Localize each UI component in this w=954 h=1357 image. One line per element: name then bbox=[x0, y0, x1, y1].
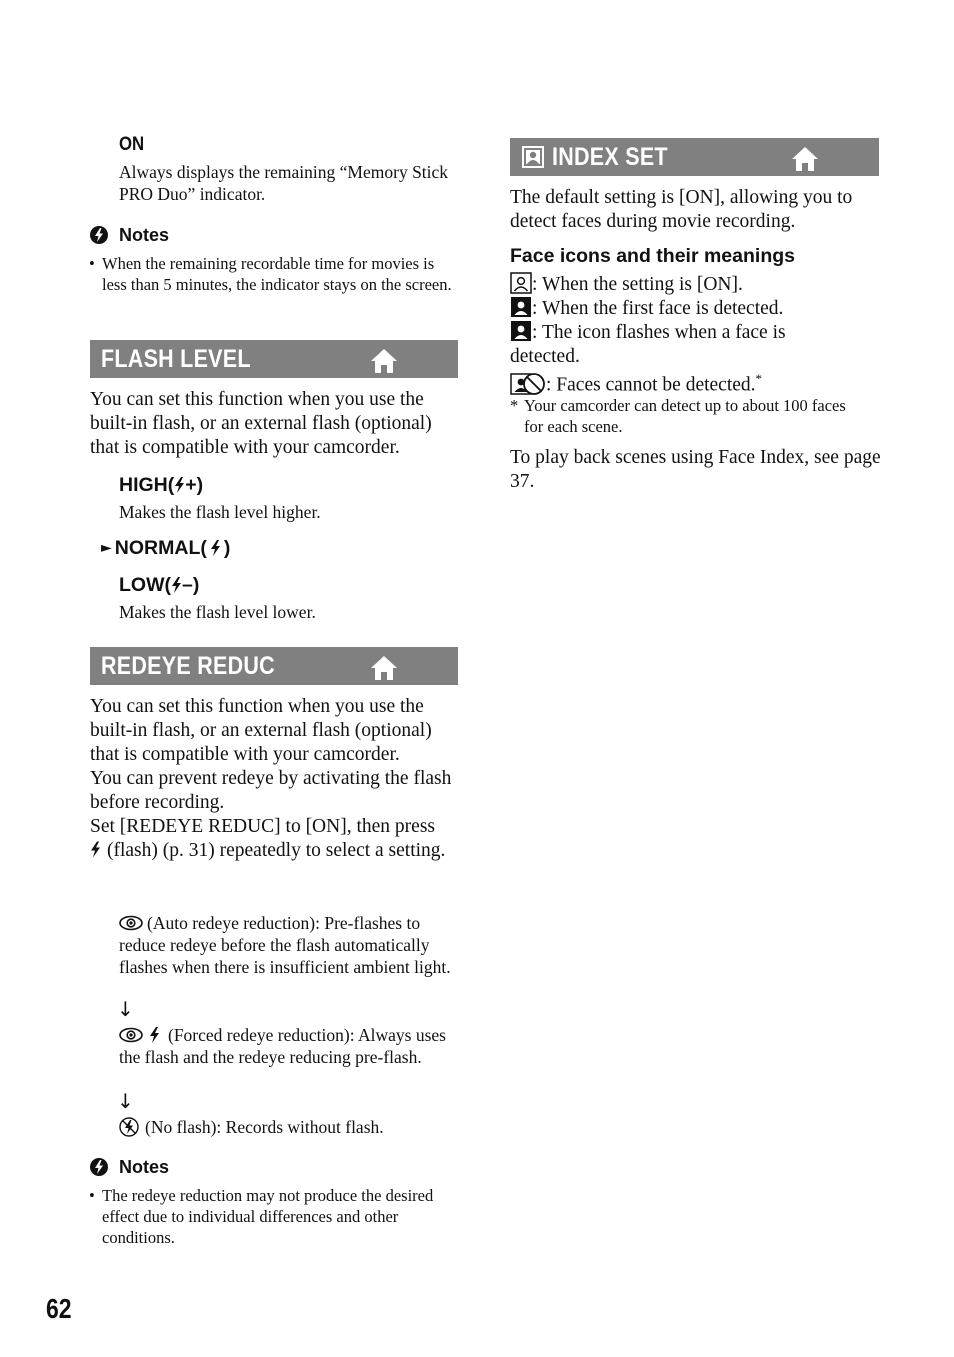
redeye-paragraph-3a: Set [REDEYE REDUC] to [ON], then press bbox=[90, 816, 435, 837]
face-outline-icon bbox=[510, 272, 532, 294]
index-set-title: INDEX SET bbox=[552, 143, 668, 171]
option-low bbox=[119, 573, 199, 597]
notes-heading bbox=[89, 224, 169, 246]
page-number: 62 bbox=[46, 1293, 72, 1324]
no-flash-item bbox=[119, 1116, 459, 1138]
redeye-reduc-title: REDEYE REDUC bbox=[101, 652, 275, 680]
notes-bullet-item bbox=[89, 253, 457, 295]
auto-redeye-text: (Auto redeye reduction): Pre-flashes to reduce redeye before the flash automatically flashes when there is insufficient ambient light. bbox=[119, 913, 451, 977]
flash-icon bbox=[149, 1027, 160, 1043]
footnote-marker: * bbox=[755, 371, 763, 386]
bullet: • bbox=[89, 254, 95, 273]
face-index-icon bbox=[522, 146, 544, 168]
notes-heading bbox=[89, 1156, 169, 1178]
flash-level-title: FLASH LEVEL bbox=[101, 345, 251, 373]
option-normal-label: NORMAL( bbox=[114, 537, 207, 559]
down-arrow: ↓ bbox=[117, 997, 134, 1021]
redeye-paragraph-3b: (flash) (p. 31) repeatedly to select a setting. bbox=[107, 840, 446, 861]
notes-heading-text: Notes bbox=[119, 225, 170, 245]
option-normal bbox=[101, 536, 230, 560]
bullet: • bbox=[89, 1186, 95, 1205]
redeye-reduc-header bbox=[90, 647, 458, 685]
default-marker: ► bbox=[101, 540, 112, 556]
forced-redeye-text: (Forced redeye reduction): Always uses the flash and the redeye reducing pre-flash. bbox=[119, 1025, 446, 1067]
option-normal-suffix: ) bbox=[223, 537, 231, 559]
flash-icon bbox=[210, 540, 221, 556]
footnote-asterisk: * bbox=[510, 396, 519, 415]
option-low-label: LOW( bbox=[119, 574, 171, 596]
option-high-label: HIGH( bbox=[119, 474, 175, 496]
index-set-intro: The default setting is [ON], allowing you to detect faces during movie recording. bbox=[510, 187, 853, 232]
flash-icon bbox=[174, 477, 185, 493]
face-icon-row-2-text: : When the first face is detected. bbox=[532, 298, 784, 319]
forced-redeye-item bbox=[119, 1024, 459, 1068]
index-set-header bbox=[510, 138, 879, 176]
redeye-paragraph-2: You can prevent redeye by activating the flash before recording. bbox=[90, 768, 452, 813]
face-filled-icon bbox=[510, 296, 532, 318]
notes-heading-text: Notes bbox=[119, 1157, 170, 1177]
option-on-description: Always displays the remaining “Memory Stick PRO Duo” indicator. bbox=[119, 162, 449, 204]
face-icon-row-1-text: : When the setting is [ON]. bbox=[532, 274, 743, 295]
flash-icon bbox=[90, 841, 101, 858]
face-icon-row-3 bbox=[510, 320, 830, 369]
notes-icon bbox=[89, 1157, 109, 1177]
no-flash-icon bbox=[119, 1117, 139, 1137]
notes-bullet-text: The redeye reduction may not produce the desired effect due to individual differences and other conditions. bbox=[102, 1186, 434, 1247]
option-high-suffix: +) bbox=[185, 474, 204, 496]
eye-icon bbox=[119, 915, 143, 931]
option-low-suffix: –) bbox=[181, 574, 200, 596]
option-low-description: Makes the flash level lower. bbox=[119, 602, 316, 622]
face-icon-row-1 bbox=[510, 272, 882, 297]
notes-bullet-text: When the remaining recordable time for movies is less than 5 minutes, the indicator stays on the screen. bbox=[102, 254, 452, 294]
flash-level-intro: You can set this function when you use the built-in flash, or an external flash (optional) that is compatible with your camcorder. bbox=[90, 389, 432, 458]
redeye-paragraph-1: You can set this function when you use the built-in flash, or an external flash (optional) that is compatible with your camcorder. bbox=[90, 696, 432, 765]
option-on-label: ON bbox=[119, 133, 145, 155]
face-icon-row-3-text: : The icon flashes when a face is detected. bbox=[510, 322, 786, 367]
footnote bbox=[510, 395, 882, 437]
option-high-description: Makes the flash level higher. bbox=[119, 502, 321, 522]
down-arrow: ↓ bbox=[117, 1089, 134, 1113]
face-icon-row-2 bbox=[510, 296, 882, 321]
footnote-text: Your camcorder can detect up to about 100 faces for each scene. bbox=[524, 396, 846, 436]
face-icon-row-4-text: : Faces cannot be detected. bbox=[546, 374, 756, 396]
home-icon[interactable] bbox=[370, 348, 398, 374]
notes-bullet-item bbox=[89, 1185, 457, 1248]
option-high bbox=[119, 473, 203, 497]
flash-level-header bbox=[90, 340, 458, 378]
face-icons-subheading: Face icons and their meanings bbox=[510, 245, 795, 267]
notes-icon bbox=[89, 225, 109, 245]
face-icon-row-4 bbox=[510, 367, 882, 398]
home-icon[interactable] bbox=[791, 146, 819, 172]
face-filled-icon bbox=[510, 320, 532, 342]
home-icon[interactable] bbox=[370, 655, 398, 681]
eye-icon bbox=[119, 1027, 143, 1043]
playback-reference: To play back scenes using Face Index, see page 37. bbox=[510, 447, 881, 492]
face-disabled-icon bbox=[510, 373, 546, 395]
flash-icon bbox=[171, 577, 182, 593]
redeye-paragraph-3 bbox=[90, 815, 458, 863]
no-flash-text: (No flash): Records without flash. bbox=[145, 1117, 384, 1137]
auto-redeye-item bbox=[119, 912, 459, 978]
